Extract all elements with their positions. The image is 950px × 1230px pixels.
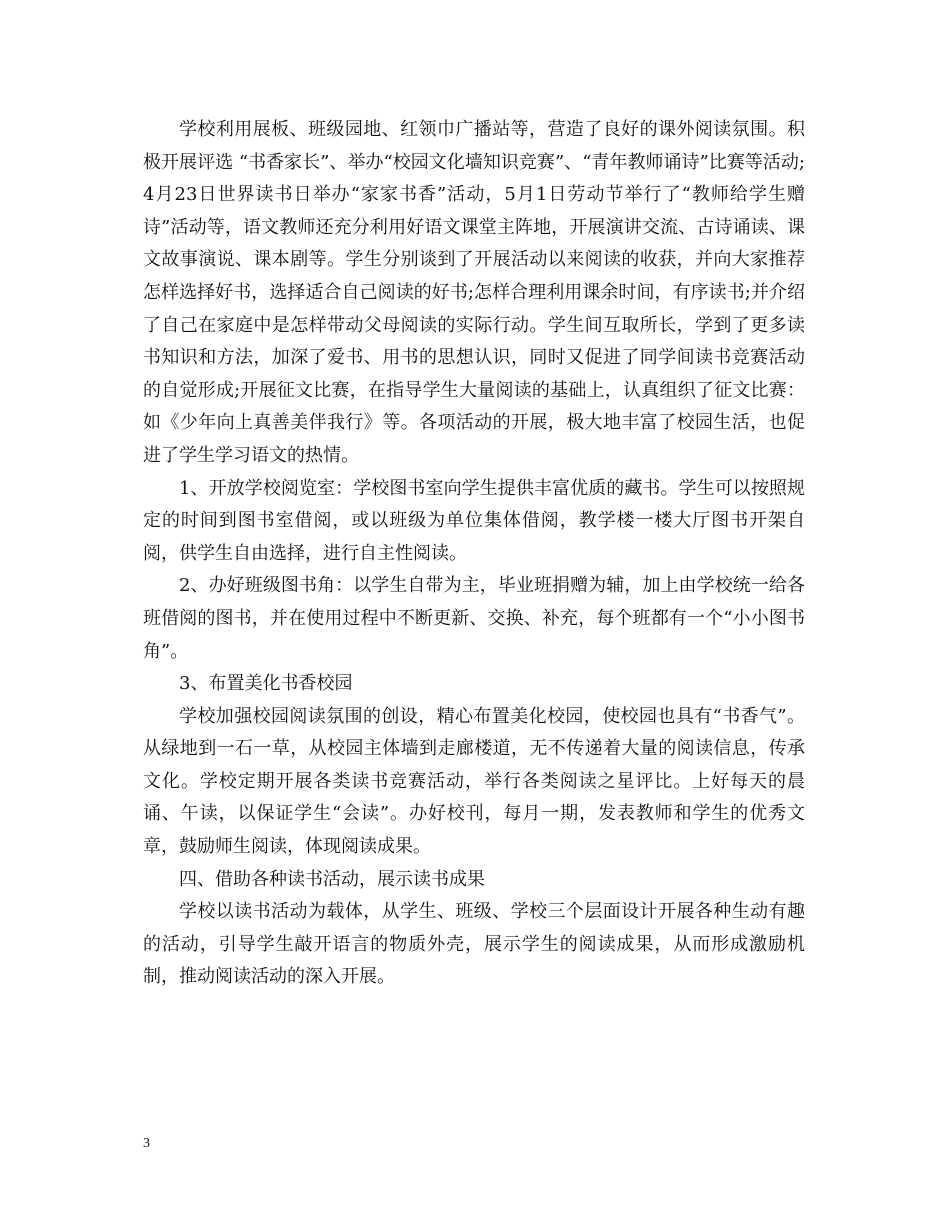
paragraph-open-reading-room: 1、开放学校阅览室：学校图书室向学生提供丰富优质的藏书。学生可以按照规定的时间到图书室借阅，或以班级为单位集体借阅，教学楼一楼大厅图书开架自阅，供学生自由选择，进行自主性阅读。 xyxy=(143,477,805,564)
section-heading-reading-activities: 四、借助各种读书活动，展示读书成果 xyxy=(179,868,485,890)
paragraph-class-book-corner: 2、办好班级图书角：以学生自带为主，毕业班捐赠为辅，加上由学校统一给各班借阅的图书，并在使用过程中不断更新、交换、补充，每个班都有一个“小小图书角”。 xyxy=(143,575,805,662)
paragraph-reading-atmosphere: 学校利用展板、班级园地、红领巾广播站等，营造了良好的课外阅读氛围。积极开展评选 “书香家长”、举办“校园文化墙知识竞赛”、“青年教师诵诗”比赛等活动;4月23日世界读书日举办“家家书香”活动，5月1日劳动节举行了“教师给学生赠诗”活动等，语文教师还充分利用好语文课堂主阵地，开展演讲交流、古诗诵读、课文故事演说、课本剧等。学生分别谈到了开展活动以来阅读的收获，并向大家推荐怎样选择好书，选择适合自己阅读的好书;怎样合理利用课余时间，有序读书;并介绍了自己在家庭中是怎样带动父母阅读的实际行动。学生间互取所长，学到了更多读书知识和方法，加深了爱书、用书的思想认识，同时又促进了同学间读书竞赛活动的自觉形成;开展征文比赛，在指导学生大量阅读的基础上，认真组织了征文比赛：如《少年向上真善美伴我行》等。各项活动的开展，极大地丰富了校园生活，也促进了学生学习语文的热情。 xyxy=(143,119,805,466)
page-number: 3 xyxy=(143,1136,150,1151)
paragraph-campus-atmosphere: 学校加强校园阅读氛围的创设，精心布置美化校园，使校园也具有“书香气”。 从绿地到一石一草，从校园主体墙到走廊楼道，无不传递着大量的阅读信息，传承文化。学校定期开展各类读书竞赛活动，举行各类阅读之星评比。上好每天的晨诵、午读，以保证学生“会读”。办好校刊，每月一期，发表教师和学生的优秀文章，鼓励师生阅读，体现阅读成果。 xyxy=(143,705,805,858)
paragraph-reading-activities: 学校以读书活动为载体，从学生、班级、学校三个层面设计开展各种生动有趣的活动，引导学生敲开语言的物质外壳，展示学生的阅读成果，从而形成激励机制，推动阅读活动的深入开展。 xyxy=(143,901,805,988)
section-heading-beautify-campus: 3、布置美化书香校园 xyxy=(179,673,353,695)
document-body xyxy=(143,114,805,994)
